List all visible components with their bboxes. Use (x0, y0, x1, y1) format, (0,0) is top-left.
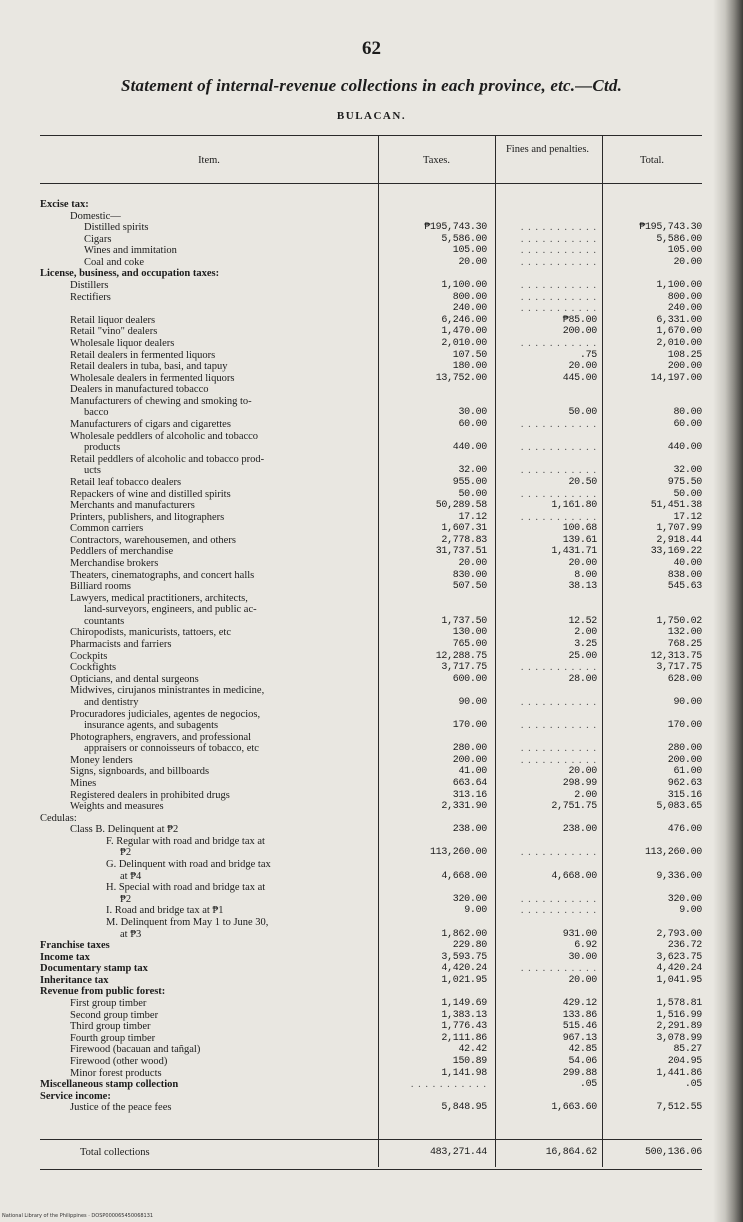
row-taxes-value: 6,246.00 (441, 314, 487, 326)
row-label: Retail "vino" dealers . . . (40, 326, 375, 337)
row-label: Distillers . . . (40, 280, 375, 291)
row-taxes-value: 955.00 (452, 476, 487, 488)
row-total-value: 9.00 (679, 905, 702, 917)
row-total-value: 962.63 (667, 778, 702, 789)
page-number: 62 (362, 38, 381, 59)
row-fines-value: 28.00 (568, 673, 597, 685)
row-taxes-value: 1,100.00 (441, 280, 487, 292)
row-label: Procuradores judiciales, agentes de negocios, (70, 708, 261, 720)
row-fines-value: 238.00 (562, 824, 597, 836)
row-fines-leader-dots: . . . . . . . . . . . (520, 720, 597, 732)
row-taxes-value: ₱195,743.30 (424, 222, 487, 234)
row-label: Weights and measures . . . (40, 801, 375, 812)
row-label: ucts . . . (40, 465, 375, 476)
row-label: Photographers, engravers, and professional (70, 731, 252, 743)
row-fines-value: 4,668.00 (551, 870, 597, 882)
row-total-value: 545.63 (667, 581, 702, 593)
row-label: Cigars . . . (40, 234, 375, 245)
row-taxes-value: 105.00 (452, 245, 487, 257)
row-taxes-value: 2,331.90 (441, 801, 487, 813)
row-taxes-value: 17.12 (458, 511, 487, 523)
library-footer: National Library of the Philippines · DOSP000065450068131 (2, 1213, 154, 1219)
row-label: H. Special with road and bridge tax at (106, 882, 266, 894)
row-label: Cedulas: (40, 812, 77, 824)
total-taxes: 483,271.44 (429, 1147, 487, 1158)
row-label: Wholesale dealers in fermented liquors . . . (40, 373, 375, 384)
row-label: Peddlers of merchandise . . . (40, 546, 375, 557)
row-total-value: 14,197.00 (650, 372, 702, 384)
row-total-value: 200.00 (667, 361, 702, 373)
row-taxes-value: 20.00 (458, 557, 487, 569)
row-taxes-value: 2,111.86 (441, 1032, 487, 1044)
row-fines-leader-dots: . . . . . . . . . . . (520, 222, 597, 234)
row-label: Midwives, cirujanos ministrantes in medicine, (70, 685, 265, 697)
row-taxes-value: 765.00 (452, 639, 487, 651)
row-fines-value: 429.12 (562, 998, 597, 1010)
row-fines-value: 133.86 (562, 1009, 597, 1021)
row-taxes-value: 1,149.69 (441, 998, 487, 1010)
row-total-value: 2,010.00 (656, 337, 702, 349)
row-total-value: 32.00 (673, 465, 702, 477)
row-label: Manufacturers of chewing and smoking to- (70, 395, 252, 407)
row-fines-leader-dots: . . . . . . . . . . . (520, 905, 597, 917)
column-divider (495, 135, 496, 1167)
row-label: at ₱3 . . . (40, 929, 375, 940)
row-label: Merchants and manufacturers . . . (40, 500, 375, 511)
row-taxes-value: 200.00 (452, 754, 487, 766)
row-label: First group timber . . . (40, 998, 375, 1009)
row-total-value: 800.00 (667, 291, 702, 303)
row-label: Wholesale peddlers of alcoholic and tobacco (70, 430, 259, 442)
row-taxes-value: 20.00 (458, 256, 487, 268)
row-taxes-value: 1,383.13 (441, 1009, 487, 1021)
row-fines-leader-dots: . . . . . . . . . . . (520, 465, 597, 477)
row-fines-value: 54.06 (568, 1055, 597, 1067)
row-label: Contractors, warehousemen, and others . . . (40, 535, 375, 546)
row-label: Common carriers . . . (40, 523, 375, 534)
row-fines-value: ₱85.00 (562, 314, 597, 326)
total-fines: 16,864.62 (545, 1147, 597, 1158)
row-fines-value: 1,161.80 (551, 500, 597, 512)
row-total-value: 240.00 (667, 303, 702, 315)
row-total-value: 1,578.81 (656, 998, 702, 1010)
row-label: countants . . . (40, 616, 375, 627)
row-fines-leader-dots: . . . . . . . . . . . (520, 442, 597, 454)
row-total-value: 476.00 (667, 824, 702, 836)
row-fines-value: 3.25 (574, 639, 597, 651)
row-taxes-value: 1,862.00 (441, 928, 487, 940)
row-total-value: 5,586.00 (656, 233, 702, 245)
row-fines-value: 139.61 (562, 534, 597, 546)
row-label: at ₱4 . . . (40, 871, 375, 882)
row-fines-value: .05 (579, 1079, 597, 1091)
row-total-value: 320.00 (667, 893, 702, 905)
row-total-value: 204.95 (667, 1055, 702, 1067)
row-taxes-value: 150.89 (452, 1055, 487, 1067)
row-total-value: 200.00 (667, 754, 702, 766)
row-label: Miscellaneous stamp collection . . . (40, 1079, 375, 1090)
row-fines-leader-dots: . . . . . . . . . . . (520, 696, 597, 708)
row-label: Printers, publishers, and litographers . . . (40, 512, 375, 523)
statement-title: Statement of internal-revenue collections in each province, etc.—Ctd. (120, 76, 623, 95)
row-label: Retail dealers in fermented liquors . . . (40, 350, 375, 361)
row-total-value: 280.00 (667, 743, 702, 755)
row-label: land-surveyors, engineers, and public ac- (84, 604, 257, 616)
row-total-value: 440.00 (667, 442, 702, 454)
row-total-value: 51,451.38 (650, 500, 702, 512)
row-label: F. Regular with road and bridge tax at (106, 835, 265, 847)
row-total-value: 1,750.02 (656, 615, 702, 627)
collections-table (40, 135, 702, 1175)
row-fines-leader-dots: . . . . . . . . . . . (520, 893, 597, 905)
row-label: Signs, signboards, and billboards . . . (40, 766, 375, 777)
row-label: Rectifiers . . . (40, 292, 375, 303)
row-total-value: 3,717.75 (656, 662, 702, 674)
row-total-value: 132.00 (667, 627, 702, 639)
row-total-value: 236.72 (667, 940, 702, 952)
row-fines-leader-dots: . . . . . . . . . . . (520, 754, 597, 766)
book-spine-shadow (713, 0, 743, 1222)
row-taxes-value: 3,593.75 (441, 951, 487, 963)
row-taxes-value: 320.00 (452, 893, 487, 905)
row-fines-value: 20.00 (568, 557, 597, 569)
row-fines-leader-dots: . . . . . . . . . . . (520, 245, 597, 257)
header-item: Item. (198, 155, 220, 166)
row-total-value: 628.00 (667, 673, 702, 685)
row-fines-value: 8.00 (574, 569, 597, 581)
row-fines-leader-dots: . . . . . . . . . . . (520, 963, 597, 975)
row-fines-leader-dots: . . . . . . . . . . . (520, 419, 597, 431)
row-label: ₱2 . . . (40, 894, 375, 905)
row-taxes-value: 238.00 (452, 824, 487, 836)
total-top-rule (40, 1139, 702, 1140)
row-label: bacco . . . (40, 407, 375, 418)
row-total-value: 17.12 (673, 511, 702, 523)
row-label: Chiropodists, manicurists, tattoers, etc . . . (40, 627, 375, 638)
row-label: Dealers in manufactured tobacco . . . (40, 384, 375, 395)
row-label: Justice of the peace fees . . . (40, 1102, 375, 1113)
row-taxes-value: 60.00 (458, 419, 487, 431)
row-total-value: 9,336.00 (656, 870, 702, 882)
row-total-value: 315.16 (667, 789, 702, 801)
row-total-value: 7,512.55 (656, 1102, 702, 1114)
row-fines-value: 42.85 (568, 1044, 597, 1056)
row-label: appraisers or connoisseurs of tobacco, etc . . . (40, 743, 375, 754)
row-fines-leader-dots: . . . . . . . . . . . (520, 233, 597, 245)
row-taxes-value: 2,778.83 (441, 534, 487, 546)
row-total-value: 12,313.75 (650, 650, 702, 662)
row-taxes-value: 1,470.00 (441, 326, 487, 338)
row-label: Merchandise brokers . . . (40, 558, 375, 569)
row-total-value: 768.25 (667, 639, 702, 651)
row-label: M. Delinquent from May 1 to June 30, (106, 916, 269, 928)
row-taxes-value: 9.00 (464, 905, 487, 917)
row-taxes-value: 1,141.98 (441, 1067, 487, 1079)
row-total-value: 90.00 (673, 696, 702, 708)
row-label: Wines and immitation . . . (40, 245, 375, 256)
row-label: Registered dealers in prohibited drugs . . . (40, 790, 375, 801)
row-taxes-value: 1,737.50 (441, 615, 487, 627)
total-collections-label: Total collections . . . (40, 1147, 375, 1158)
row-fines-value: 100.68 (562, 523, 597, 535)
row-taxes-value: 600.00 (452, 673, 487, 685)
row-taxes-value: 3,717.75 (441, 662, 487, 674)
province-heading: BULACAN. (336, 110, 407, 122)
row-taxes-value: 240.00 (452, 303, 487, 315)
row-taxes-value: 5,586.00 (441, 233, 487, 245)
row-total-value: 113,260.00 (644, 847, 702, 859)
row-label: Retail peddlers of alcoholic and tobacco prod- (70, 453, 265, 465)
row-label: Pharmacists and farriers . . . (40, 639, 375, 650)
row-total-value: 6,331.00 (656, 314, 702, 326)
row-taxes-value: 440.00 (452, 442, 487, 454)
row-total-value: 85.27 (673, 1044, 702, 1056)
row-fines-leader-dots: . . . . . . . . . . . (520, 488, 597, 500)
row-total-value: 1,100.00 (656, 280, 702, 292)
row-fines-leader-dots: . . . . . . . . . . . (520, 662, 597, 674)
row-total-value: ₱195,743.30 (639, 222, 702, 234)
row-label: Distilled spirits . . . (40, 222, 375, 233)
row-fines-value: 12.52 (568, 615, 597, 627)
row-total-value: 61.00 (673, 766, 702, 778)
row-taxes-value: 4,668.00 (441, 870, 487, 882)
row-label: Manufacturers of cigars and cigarettes . . . (40, 419, 375, 430)
header-taxes: Taxes. (423, 155, 450, 166)
row-label: Second group timber . . . (40, 1010, 375, 1021)
row-total-value: 60.00 (673, 419, 702, 431)
row-total-value: 3,623.75 (656, 951, 702, 963)
row-fines-leader-dots: . . . . . . . . . . . (520, 511, 597, 523)
row-total-value: .05 (684, 1079, 702, 1091)
row-label: Inheritance tax . . . (40, 975, 375, 986)
row-label: Income tax . . . (40, 952, 375, 963)
header-fines-penalties: Fines and penalties. (505, 144, 590, 155)
row-fines-value: 298.99 (562, 778, 597, 789)
header-total: Total. (639, 155, 665, 166)
row-label: Lawyers, medical practitioners, architects, (70, 592, 248, 604)
row-label: Class B. Delinquent at ₱2 . . . (40, 824, 375, 835)
row-total-value: 50.00 (673, 488, 702, 500)
row-label: Revenue from public forest: (40, 986, 166, 998)
row-fines-value: 20.00 (568, 974, 597, 986)
row-taxes-value: 170.00 (452, 720, 487, 732)
row-taxes-value: 507.50 (452, 581, 487, 593)
row-taxes-value: 663.64 (452, 778, 487, 789)
row-label: Coal and coke . . . (40, 257, 375, 268)
row-taxes-value: 30.00 (458, 407, 487, 419)
row-total-value: 4,420.24 (656, 963, 702, 975)
row-total-value: 2,291.89 (656, 1021, 702, 1033)
row-total-value: 170.00 (667, 720, 702, 732)
row-total-value: 1,041.95 (656, 974, 702, 986)
row-fines-value: 20.00 (568, 766, 597, 778)
row-taxes-value: 31,737.51 (435, 546, 487, 558)
row-label: and dentistry . . . (40, 697, 375, 708)
row-total-value: 108.25 (667, 349, 702, 361)
row-total-value: 975.50 (667, 476, 702, 488)
row-taxes-value: 130.00 (452, 627, 487, 639)
row-taxes-value: 830.00 (452, 569, 487, 581)
row-label: License, business, and occupation taxes: (40, 268, 220, 280)
row-taxes-value: 800.00 (452, 291, 487, 303)
row-label: I. Road and bridge tax at ₱1 . . . (40, 905, 375, 916)
row-fines-value: .75 (579, 349, 597, 361)
row-taxes-value: 4,420.24 (441, 963, 487, 975)
row-total-value: 2,918.44 (656, 534, 702, 546)
row-total-value: 1,441.86 (656, 1067, 702, 1079)
table-bottom-rule (40, 1169, 702, 1170)
row-taxes-value: 5,848.95 (441, 1102, 487, 1114)
row-fines-value: 2.00 (574, 627, 597, 639)
row-taxes-value: 2,010.00 (441, 337, 487, 349)
row-label: Cockfights . . . (40, 662, 375, 673)
row-taxes-value: 280.00 (452, 743, 487, 755)
row-fines-value: 967.13 (562, 1032, 597, 1044)
row-label: G. Delinquent with road and bridge tax (106, 859, 271, 871)
row-taxes-leader-dots: . . . . . . . . . . . (410, 1079, 487, 1091)
row-fines-value: 931.00 (562, 928, 597, 940)
row-label: Domestic— (70, 210, 121, 222)
row-label: Retail leaf tobacco dealers . . . (40, 477, 375, 488)
row-label: insurance agents, and subagents . . . (40, 720, 375, 731)
row-label: Documentary stamp tax . . . (40, 963, 375, 974)
row-total-value: 2,793.00 (656, 928, 702, 940)
row-label: Excise tax: (40, 199, 89, 210)
total-total: 500,136.06 (644, 1147, 702, 1158)
row-taxes-value: 180.00 (452, 361, 487, 373)
row-label: Opticians, and dental surgeons . . . (40, 674, 375, 685)
row-taxes-value: 1,776.43 (441, 1021, 487, 1033)
row-total-value: 1,516.99 (656, 1009, 702, 1021)
row-label: Theaters, cinematographs, and concert halls . . . (40, 570, 375, 581)
row-total-value: 1,670.00 (656, 326, 702, 338)
row-total-value: 20.00 (673, 256, 702, 268)
row-fines-leader-dots: . . . . . . . . . . . (520, 337, 597, 349)
column-divider (378, 135, 379, 1167)
row-label: Minor forest products . . . (40, 1068, 375, 1079)
row-taxes-value: 1,607.31 (441, 523, 487, 535)
row-label: Retail liquor dealers . . . (40, 315, 375, 326)
row-fines-leader-dots: . . . . . . . . . . . (520, 291, 597, 303)
row-fines-value: 38.13 (568, 581, 597, 593)
row-taxes-value: 313.16 (452, 789, 487, 801)
row-total-value: 105.00 (667, 245, 702, 257)
row-label: products . . . (40, 442, 375, 453)
row-taxes-value: 41.00 (458, 766, 487, 778)
row-fines-leader-dots: . . . . . . . . . . . (520, 280, 597, 292)
row-fines-value: 20.50 (568, 476, 597, 488)
row-label: Wholesale liquor dealers . . . (40, 338, 375, 349)
row-total-value: 40.00 (673, 557, 702, 569)
row-taxes-value: 50,289.58 (435, 500, 487, 512)
row-label: Billiard rooms . . . (40, 581, 375, 592)
row-fines-value: 20.00 (568, 361, 597, 373)
row-taxes-value: 50.00 (458, 488, 487, 500)
row-fines-value: 445.00 (562, 372, 597, 384)
row-total-value: 80.00 (673, 407, 702, 419)
row-taxes-value: 12,288.75 (435, 650, 487, 662)
row-taxes-value: 229.80 (452, 940, 487, 952)
row-taxes-value: 13,752.00 (435, 372, 487, 384)
row-label: Firewood (other wood) . . . (40, 1056, 375, 1067)
row-label: Money lenders . . . (40, 755, 375, 766)
row-fines-value: 515.46 (562, 1021, 597, 1033)
row-fines-leader-dots: . . . . . . . . . . . (520, 743, 597, 755)
row-label: Mines . . . (40, 778, 375, 789)
row-fines-value: 25.00 (568, 650, 597, 662)
row-label: Retail dealers in tuba, basi, and tapuy . . . (40, 361, 375, 372)
row-taxes-value: 90.00 (458, 696, 487, 708)
row-label: Repackers of wine and distilled spirits . . . (40, 489, 375, 500)
row-fines-leader-dots: . . . . . . . . . . . (520, 303, 597, 315)
row-total-value: 5,083.65 (656, 801, 702, 813)
row-fines-leader-dots: . . . . . . . . . . . (520, 847, 597, 859)
row-label: Service income: (40, 1090, 111, 1102)
row-fines-value: 1,663.60 (551, 1102, 597, 1114)
row-label: ₱2 . . . (40, 847, 375, 858)
column-divider (602, 135, 603, 1167)
row-label: Firewood (bacauan and tañgal) . . . (40, 1044, 375, 1055)
row-fines-value: 30.00 (568, 951, 597, 963)
row-total-value: 33,169.22 (650, 546, 702, 558)
row-taxes-value: 113,260.00 (429, 847, 487, 859)
row-fines-value: 2,751.75 (551, 801, 597, 813)
row-taxes-value: 42.42 (458, 1044, 487, 1056)
row-total-value: 838.00 (667, 569, 702, 581)
row-taxes-value: 32.00 (458, 465, 487, 477)
row-total-value: 1,707.99 (656, 523, 702, 535)
row-fines-value: 1,431.71 (551, 546, 597, 558)
row-fines-value: 6.92 (574, 940, 597, 952)
row-label: Franchise taxes . . . (40, 940, 375, 951)
row-label (40, 303, 375, 314)
row-fines-leader-dots: . . . . . . . . . . . (520, 256, 597, 268)
row-label: Third group timber . . . (40, 1021, 375, 1032)
row-label: Fourth group timber . . . (40, 1033, 375, 1044)
row-fines-value: 200.00 (562, 326, 597, 338)
row-label: Cockpits . . . (40, 651, 375, 662)
row-fines-value: 2.00 (574, 789, 597, 801)
row-fines-value: 299.88 (562, 1067, 597, 1079)
row-total-value: 3,078.99 (656, 1032, 702, 1044)
row-taxes-value: 1,021.95 (441, 974, 487, 986)
row-taxes-value: 107.50 (452, 349, 487, 361)
row-fines-value: 50.00 (568, 407, 597, 419)
